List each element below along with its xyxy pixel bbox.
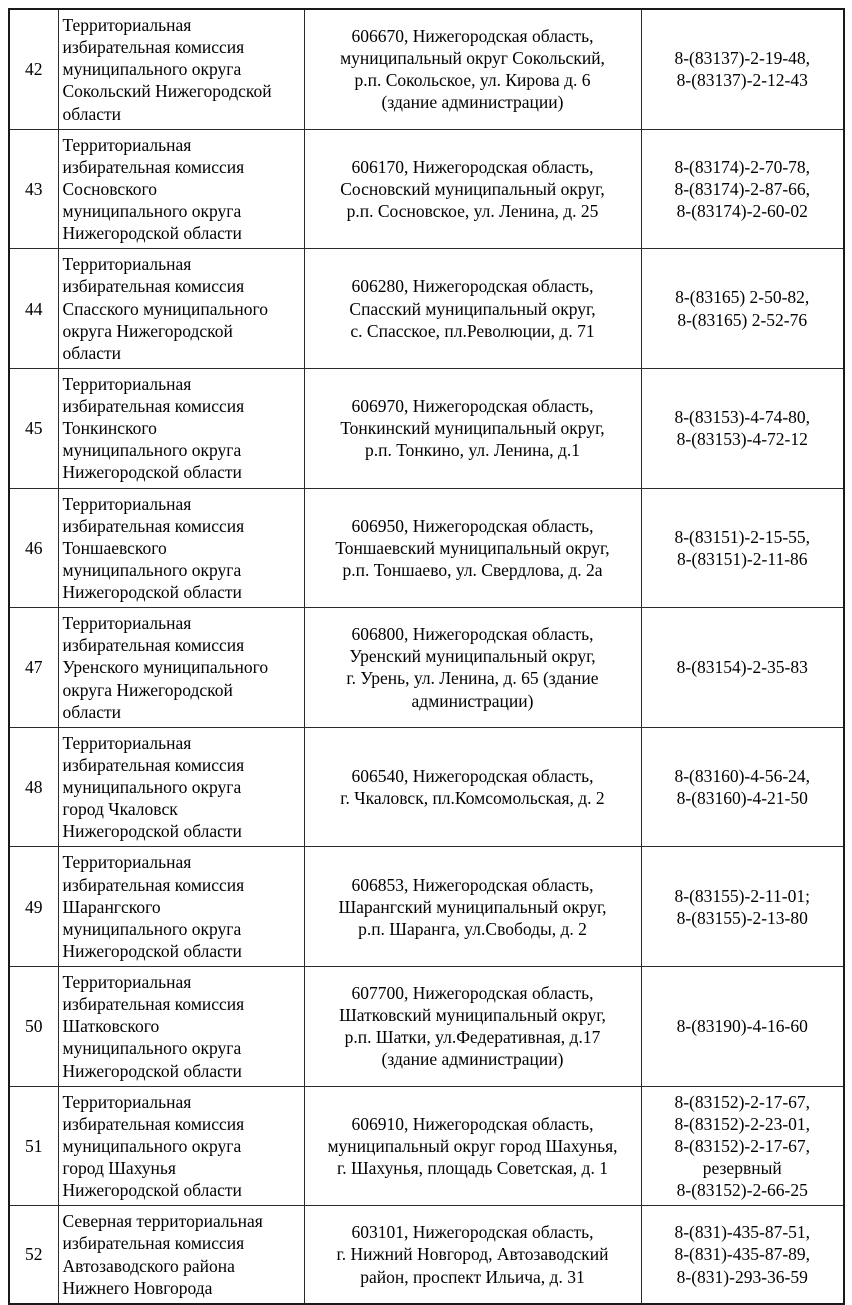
commission-name-cell bbox=[58, 488, 304, 608]
phone-line: резервный bbox=[702, 1158, 782, 1178]
commission-name-line: избирательная комиссия bbox=[62, 396, 245, 416]
table-row bbox=[9, 727, 844, 847]
phone-line: 8-(83165) 2-50-82, bbox=[675, 287, 810, 308]
commission-name-line: Территориальная bbox=[62, 972, 192, 992]
address-line: 606280, Нижегородская область, bbox=[351, 276, 594, 297]
table-row bbox=[9, 488, 844, 608]
commission-name-line: муниципального округа bbox=[62, 777, 242, 797]
commission-name-cell bbox=[58, 129, 304, 249]
row-number-cell: 44 bbox=[9, 249, 58, 369]
commission-name-line: избирательная комиссия bbox=[62, 156, 245, 177]
phone-cell bbox=[641, 9, 844, 129]
address-line: Шарангский муниципальный округ, bbox=[338, 896, 607, 917]
commission-name-line: избирательная комиссия bbox=[62, 37, 245, 58]
table-row bbox=[9, 249, 844, 369]
table-row bbox=[9, 608, 844, 728]
table-row bbox=[9, 847, 844, 967]
commission-name-cell bbox=[58, 967, 304, 1087]
commission-name-line: Тоншаевского bbox=[62, 537, 167, 558]
phone-line: 8-(83153)-4-72-12 bbox=[676, 429, 808, 450]
phone-line: 8-(83153)-4-74-80, bbox=[674, 407, 811, 428]
commission-name-line: город Шахунья bbox=[62, 1158, 176, 1178]
address-line: Шатковский муниципальный округ, bbox=[339, 1005, 606, 1026]
address-cell bbox=[304, 1206, 641, 1304]
phone-line: 8-(83137)-2-19-48, bbox=[674, 48, 811, 69]
phone-line: 8-(83154)-2-35-83 bbox=[676, 657, 808, 678]
commission-name-line: Нижегородской области bbox=[62, 1180, 242, 1201]
phone-line: 8-(83174)-2-70-78, bbox=[674, 156, 811, 177]
commission-name-line: Сокольский Нижегородской bbox=[62, 81, 272, 102]
commission-name-line: Нижнего Новгорода bbox=[62, 1277, 213, 1298]
address-cell bbox=[304, 847, 641, 967]
commission-name-line: избирательная комиссия bbox=[62, 635, 245, 656]
address-line: 606910, Нижегородская область, bbox=[351, 1113, 594, 1134]
address-cell bbox=[304, 249, 641, 369]
commission-name-line: области bbox=[62, 103, 121, 124]
phone-line: 8-(83152)-2-17-67, bbox=[674, 1091, 811, 1112]
phone-cell bbox=[641, 847, 844, 967]
row-number-cell: 52 bbox=[9, 1206, 58, 1304]
address-cell bbox=[304, 368, 641, 488]
commission-name-line: избирательная комиссия bbox=[62, 1113, 245, 1134]
commission-name-line: Территориальная bbox=[62, 732, 192, 753]
commission-name-line: Территориальная bbox=[62, 15, 192, 35]
phone-cell bbox=[641, 727, 844, 847]
commission-name-line: муниципального округа bbox=[62, 1038, 242, 1059]
phone-line: 8-(83151)-2-15-55, bbox=[674, 526, 811, 547]
phone-line: 8-(83137)-2-12-43 bbox=[676, 70, 808, 91]
commission-name-line: Территориальная bbox=[62, 1091, 192, 1112]
address-line: 606670, Нижегородская область, bbox=[351, 26, 594, 47]
commission-name-line: Территориальная bbox=[62, 613, 192, 634]
phone-line: 8-(83160)-4-56-24, bbox=[674, 765, 811, 786]
row-number-cell: 50 bbox=[9, 967, 58, 1087]
commission-name-line: муниципального округа bbox=[62, 201, 242, 221]
address-line: 606970, Нижегородская область, bbox=[351, 396, 594, 416]
commission-name-line: Территориальная bbox=[62, 254, 192, 275]
address-line: 606540, Нижегородская область, bbox=[351, 765, 594, 786]
address-line: 606170, Нижегородская область, bbox=[351, 156, 594, 177]
address-line: р.п. Шаранга, ул.Свободы, д. 2 bbox=[358, 918, 587, 939]
phone-line: 8-(83151)-2-11-86 bbox=[676, 548, 808, 569]
commission-name-line: муниципального округа bbox=[62, 918, 242, 939]
table-row bbox=[9, 1086, 844, 1206]
address-line: р.п. Сосновское, ул. Ленина, д. 25 bbox=[346, 201, 599, 221]
commission-name-line: области bbox=[62, 701, 121, 722]
commission-name-cell bbox=[58, 847, 304, 967]
commission-name-line: избирательная комиссия bbox=[62, 874, 245, 895]
commission-name-line: Уренского муниципального bbox=[62, 657, 269, 678]
commission-name-line: Территориальная bbox=[62, 852, 192, 873]
phone-line: 8-(83155)-2-13-80 bbox=[676, 907, 808, 928]
commission-name-line: муниципального округа bbox=[62, 59, 242, 80]
address-line: 606950, Нижегородская область, bbox=[351, 515, 594, 536]
address-line: г. Шахунья, площадь Советская, д. 1 bbox=[337, 1158, 608, 1178]
address-cell bbox=[304, 608, 641, 728]
commission-name-line: избирательная комиссия bbox=[62, 994, 245, 1015]
table-row bbox=[9, 967, 844, 1087]
phone-cell bbox=[641, 249, 844, 369]
commission-name-line: муниципального округа bbox=[62, 440, 242, 461]
address-line: (здание администрации) bbox=[381, 1049, 564, 1070]
address-line: 603101, Нижегородская область, bbox=[351, 1222, 594, 1243]
address-line: Тоншаевский муниципальный округ, bbox=[335, 537, 610, 558]
address-cell bbox=[304, 967, 641, 1087]
address-line: 606853, Нижегородская область, bbox=[351, 874, 594, 895]
commission-name-line: город Чкаловск bbox=[62, 799, 178, 820]
commission-name-cell bbox=[58, 1086, 304, 1206]
commission-name-line: избирательная комиссия bbox=[62, 754, 245, 775]
commission-name-line: муниципального округа bbox=[62, 559, 242, 580]
commission-name-line: Нижегородской области bbox=[62, 582, 242, 602]
address-line: р.п. Тоншаево, ул. Свердлова, д. 2а bbox=[342, 559, 603, 580]
address-line: 606800, Нижегородская область, bbox=[351, 624, 594, 645]
commission-name-line: округа Нижегородской bbox=[62, 320, 233, 341]
commission-name-line: Территориальная bbox=[62, 134, 192, 155]
commission-name-line: Шатковского bbox=[62, 1016, 160, 1037]
commission-name-line: Нижегородской области bbox=[62, 821, 242, 842]
commission-name-line: избирательная комиссия bbox=[62, 1233, 245, 1254]
row-number-cell: 48 bbox=[9, 727, 58, 847]
phone-line: 8-(83190)-4-16-60 bbox=[676, 1016, 808, 1037]
commission-name-line: Нижегородской области bbox=[62, 223, 242, 244]
address-line: р.п. Тонкино, ул. Ленина, д.1 bbox=[364, 440, 581, 461]
row-number-cell: 49 bbox=[9, 847, 58, 967]
commission-name-line: Территориальная bbox=[62, 493, 192, 514]
phone-line: 8-(83174)-2-60-02 bbox=[676, 201, 808, 221]
address-line: Спасский муниципальный округ, bbox=[349, 298, 596, 319]
address-line: с. Спасское, пл.Революции, д. 71 bbox=[350, 320, 595, 341]
address-line: Уренский муниципальный округ, bbox=[349, 646, 596, 667]
commission-name-cell bbox=[58, 608, 304, 728]
commission-name-line: области bbox=[62, 342, 121, 363]
phone-line: 8-(83165) 2-52-76 bbox=[677, 309, 808, 330]
table-row bbox=[9, 9, 844, 129]
table-row bbox=[9, 1206, 844, 1304]
commission-name-line: Нижегородской области bbox=[62, 462, 242, 483]
row-number-cell: 42 bbox=[9, 9, 58, 129]
address-line: г. Урень, ул. Ленина, д. 65 (здание bbox=[346, 668, 599, 689]
commission-name-line: избирательная комиссия bbox=[62, 515, 245, 536]
territorial-election-commissions-table bbox=[8, 8, 845, 1305]
phone-cell bbox=[641, 1086, 844, 1206]
commission-name-cell bbox=[58, 727, 304, 847]
commission-name-line: избирательная комиссия bbox=[62, 276, 245, 297]
commission-name-cell bbox=[58, 249, 304, 369]
phone-cell bbox=[641, 967, 844, 1087]
address-line: Сосновский муниципальный округ, bbox=[340, 178, 605, 199]
address-cell bbox=[304, 727, 641, 847]
address-cell bbox=[304, 129, 641, 249]
commission-name-line: округа Нижегородской bbox=[62, 679, 233, 700]
commission-name-line: Спасского муниципального bbox=[62, 298, 268, 319]
address-line: г. Чкаловск, пл.Комсомольская, д. 2 bbox=[340, 788, 605, 809]
phone-line: 8-(83160)-4-21-50 bbox=[676, 788, 808, 809]
phone-line: 8-(831)-293-36-59 bbox=[676, 1266, 808, 1287]
phone-line: 8-(831)-435-87-89, bbox=[674, 1244, 811, 1265]
phone-cell bbox=[641, 608, 844, 728]
table-row bbox=[9, 368, 844, 488]
commission-name-line: Тонкинского bbox=[62, 418, 157, 439]
address-cell bbox=[304, 488, 641, 608]
commission-name-line: Сосновского bbox=[62, 178, 158, 199]
row-number-cell: 45 bbox=[9, 368, 58, 488]
commission-name-line: Нижегородской области bbox=[62, 1060, 242, 1081]
commission-name-line: муниципального округа bbox=[62, 1135, 242, 1156]
phone-line: 8-(83152)-2-17-67, bbox=[674, 1135, 811, 1156]
address-line: 607700, Нижегородская область, bbox=[351, 983, 594, 1004]
address-line: р.п. Шатки, ул.Федеративная, д.17 bbox=[344, 1027, 601, 1048]
address-line: муниципальный округ город Шахунья, bbox=[327, 1135, 618, 1156]
commission-name-line: Северная территориальная bbox=[62, 1211, 263, 1232]
phone-cell bbox=[641, 1206, 844, 1304]
table-row bbox=[9, 129, 844, 249]
address-line: Тонкинский муниципальный округ, bbox=[340, 418, 605, 439]
address-line: муниципальный округ Сокольский, bbox=[340, 48, 605, 69]
row-number-cell: 43 bbox=[9, 129, 58, 249]
address-line: администрации) bbox=[411, 690, 534, 711]
commission-name-cell bbox=[58, 1206, 304, 1304]
address-cell bbox=[304, 1086, 641, 1206]
phone-cell bbox=[641, 368, 844, 488]
row-number-cell: 46 bbox=[9, 488, 58, 608]
commission-name-line: Территориальная bbox=[62, 373, 192, 394]
commission-name-line: Автозаводского района bbox=[62, 1255, 235, 1276]
address-line: р.п. Сокольское, ул. Кирова д. 6 bbox=[354, 70, 591, 91]
address-cell bbox=[304, 9, 641, 129]
phone-line: 8-(83174)-2-87-66, bbox=[674, 178, 811, 199]
phone-cell bbox=[641, 129, 844, 249]
phone-line: 8-(83152)-2-23-01, bbox=[674, 1113, 811, 1134]
phone-line: 8-(83152)-2-66-25 bbox=[676, 1180, 808, 1201]
commission-name-cell bbox=[58, 9, 304, 129]
row-number-cell: 51 bbox=[9, 1086, 58, 1206]
table-body bbox=[9, 9, 844, 1304]
commission-name-line: Нижегородской области bbox=[62, 940, 242, 961]
address-line: г. Нижний Новгород, Автозаводский bbox=[336, 1244, 609, 1265]
address-line: (здание администрации) bbox=[381, 92, 564, 113]
address-line: район, проспект Ильича, д. 31 bbox=[360, 1266, 585, 1287]
phone-line: 8-(83155)-2-11-01; bbox=[674, 885, 810, 906]
phone-line: 8-(831)-435-87-51, bbox=[674, 1222, 811, 1243]
commission-name-line: Шарангского bbox=[62, 896, 161, 917]
phone-cell bbox=[641, 488, 844, 608]
commission-name-cell bbox=[58, 368, 304, 488]
row-number-cell: 47 bbox=[9, 608, 58, 728]
